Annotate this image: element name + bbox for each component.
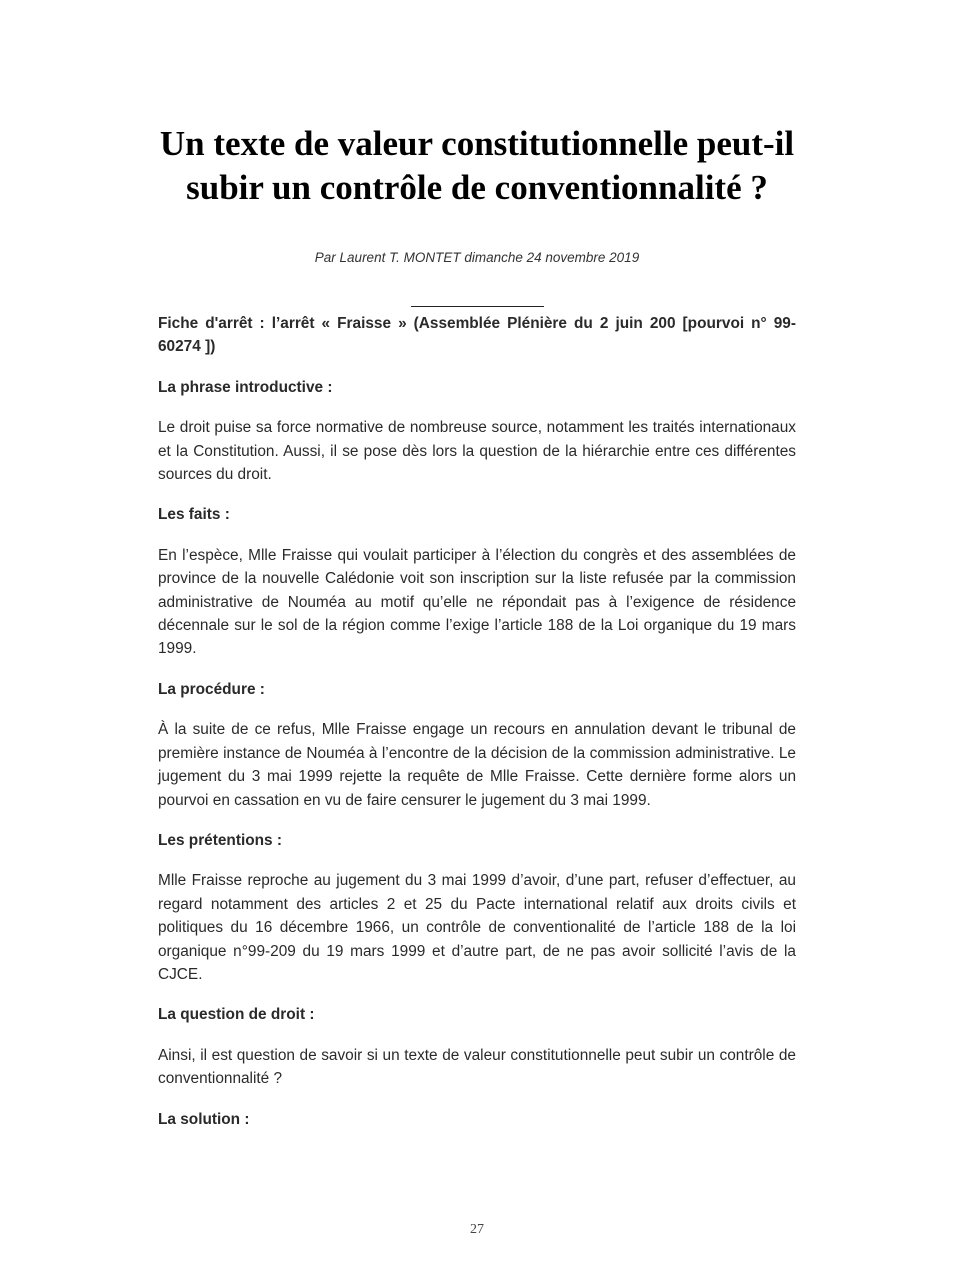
question-heading: La question de droit : — [158, 1006, 315, 1024]
article-body — [158, 312, 796, 1148]
question-paragraph: Ainsi, il est question de savoir si un texte de valeur constitutionnelle peut subir un contrôle de conventionnalité ? — [158, 1046, 796, 1088]
fiche-arret-heading: Fiche d'arrêt : l’arrêt « Fraisse » (Assemblée Plénière du 2 juin 200 [pourvoi n° 99-60274 ]) — [158, 315, 796, 356]
divider — [411, 306, 544, 307]
intro-paragraph: Le droit puise sa force normative de nombreuse source, notamment les traités internationaux et la Constitution. Aussi, il se pose dès lors la question de la hiérarchie entre ces différentes sources du droit. — [158, 419, 796, 484]
pretentions-heading: Les prétentions : — [158, 831, 282, 849]
solution-heading: La solution : — [158, 1110, 250, 1128]
page-number: 27 — [470, 1222, 484, 1237]
intro-heading: La phrase introductive : — [158, 378, 333, 396]
procedure-paragraph: À la suite de ce refus, Mlle Fraisse engage un recours en annulation devant le tribunal de première instance de Nouméa à l’encontre de la décision de la commission administrative. Le jugement du 3 mai 1999 rejette la requête de Mlle Fraisse. Cette dernière forme alors un pourvoi en cassation en vu de faire censurer le jugement du 3 mai 1999. — [158, 721, 796, 809]
faits-paragraph: En l’espèce, Mlle Fraisse qui voulait participer à l’élection du congrès et des assemblées de province de la nouvelle Calédonie voit son inscription sur la liste refusée par la commission administrative de Nouméa au motif qu’elle ne répondait pas à l’exigence de résidence décennale sur le sol de la région comme l’exige l’article 188 de la Loi organique du 19 mars 1999. — [158, 546, 796, 658]
faits-heading: Les faits : — [158, 506, 230, 524]
procedure-heading: La procédure : — [158, 680, 265, 698]
pretentions-paragraph: Mlle Fraisse reproche au jugement du 3 mai 1999 d’avoir, d’une part, refuser d’effectuer, au regard notamment des articles 2 et 25 du Pacte international relatif aux droits civils et politiques du 16 décembre 1966, un contrôle de conventionalité de l’article 188 de la loi organique n°99-209 du 19 mars 1999 et d’autre part, de ne pas avoir sollicité l’avis de la CJCE. — [158, 872, 796, 983]
byline: Par Laurent T. MONTET dimanche 24 novembre 2019 — [314, 250, 640, 265]
page-title: Un texte de valeur constitutionnelle peut-il subir un contrôle de conventionnalité ? — [159, 124, 795, 207]
